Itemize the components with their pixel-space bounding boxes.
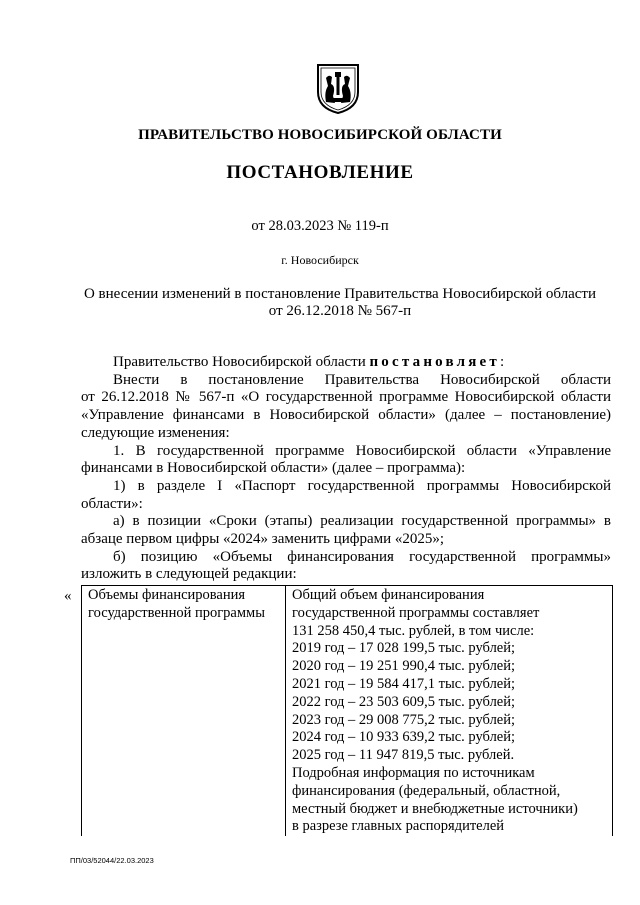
table-line: 2025 год – 11 947 819,5 тыс. рублей. xyxy=(292,747,515,764)
decree-word: постановляет xyxy=(369,354,500,370)
document-type: ПОСТАНОВЛЕНИЕ xyxy=(226,162,414,183)
table-line: в разрезе главных распорядителей xyxy=(292,818,505,835)
paragraph-item-1: 1. В государственной программе Новосибирской области «Управление финансами в Новосибирской области» (далее – программа): xyxy=(81,442,611,477)
subject-line-1: О внесении изменений в постановление Правительства Новосибирской области xyxy=(83,286,597,302)
table-line: государственной программы составляет xyxy=(292,604,540,621)
paragraph-amend-line1: Внести в постановление Правительства Новосибирской области xyxy=(113,371,611,388)
table-label-cell: Объемы финансирования государственной программы xyxy=(82,586,286,837)
table-line: 2019 год – 17 028 199,5 тыс. рублей; xyxy=(292,640,516,657)
document-city: г. Новосибирск xyxy=(281,253,359,267)
table-line: 2020 год – 19 251 990,4 тыс. рублей; xyxy=(292,658,516,675)
subject-line-2: от 26.12.2018 № 567-п xyxy=(268,303,412,319)
table-line: Подробная информация по источникам xyxy=(292,764,535,781)
table-line: 2021 год – 19 584 417,1 тыс. рублей; xyxy=(292,675,516,692)
table-line: 2023 год – 29 008 775,2 тыс. рублей; xyxy=(292,711,516,728)
table-line: 2024 год – 10 933 639,2 тыс. рублей; xyxy=(292,729,516,746)
table-value-cell xyxy=(286,586,613,837)
passport-table xyxy=(81,585,613,836)
document-subject xyxy=(60,286,620,320)
paragraph-item-1-1: 1) в разделе I «Паспорт государственной программы Новосибирской области»: xyxy=(81,477,611,512)
paragraph-item-b: б) позицию «Объемы финансирования государственной программы» изложить в следующей редакции: xyxy=(81,548,611,583)
table-row xyxy=(82,586,613,837)
document-date-number: от 28.03.2023 № 119-п xyxy=(251,218,389,234)
paragraph-amend-rest: от 26.12.2018 № 567-п «О государственной программе Новосибирской области «Управление финансами в Новосибирской области» (далее – постановление) следующие изменения: xyxy=(81,389,611,441)
government-title: ПРАВИТЕЛЬСТВО НОВОСИБИРСКОЙ ОБЛАСТИ xyxy=(138,127,502,143)
document-body xyxy=(81,354,611,584)
table-line: 2022 год – 23 503 609,5 тыс. рублей; xyxy=(292,693,516,710)
opening-quote: « xyxy=(64,588,72,604)
table-line: местный бюджет и внебюджетные источники) xyxy=(292,800,578,817)
document-footer-mark: ПП/03/52044/22.03.2023 xyxy=(70,856,154,865)
table-line: финансирования (федеральный, областной, xyxy=(292,782,561,799)
coat-of-arms-icon xyxy=(316,62,360,114)
paragraph-decree: Правительство Новосибирской области постановляет: xyxy=(113,354,505,370)
paragraph-item-a: а) в позиции «Сроки (этапы) реализации государственной программы» в абзаце первом цифры «2024» заменить цифрами «2025»; xyxy=(81,513,611,548)
table-line: 131 258 450,4 тыс. рублей, в том числе: xyxy=(292,622,535,639)
table-line: Общий объем финансирования xyxy=(292,587,485,603)
